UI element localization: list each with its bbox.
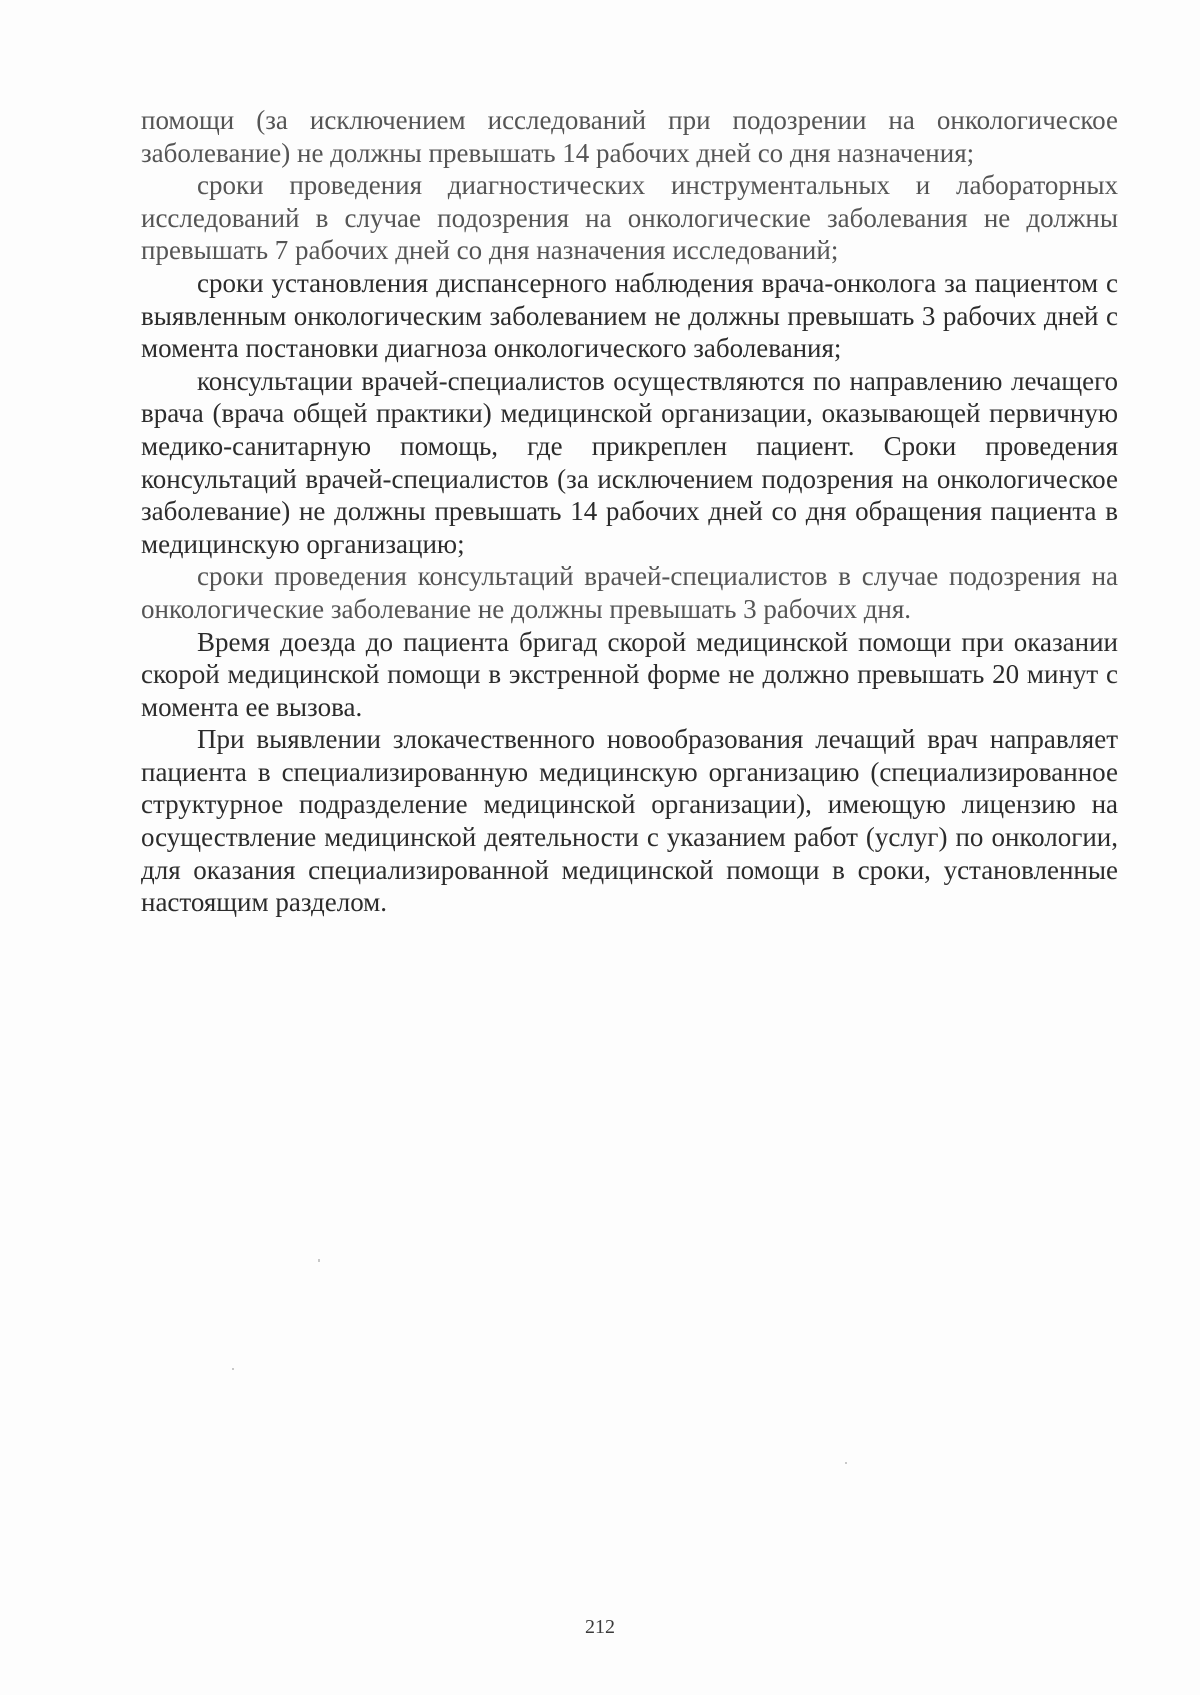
scan-speck: [318, 1259, 320, 1262]
scan-speck: [232, 1368, 234, 1370]
paragraph-oncology-consultations: сроки проведения консультаций врачей-специалистов в случае подозрения на онкологические заболевание не должны превышать 3 рабочих дня.: [141, 561, 1118, 624]
paragraph-dispensary-terms: сроки установления диспансерного наблюдения врача-онколога за пациентом с выявленным онкологическим заболеванием не должны превышать 3 рабочих дней с момента постановки диагноза онкологического заболевания;: [141, 267, 1118, 364]
paragraph-malignant-referral: При выявлении злокачественного новообразования лечащий врач направляет пациента в специализированную медицинскую организацию (специализированное структурное подразделение медицинской организации), имеющую лицензию на осуществление медицинской деятельности с указанием работ (услуг) по онкологии, для оказания специализированной медицинской помощи в сроки, установленные настоящим разделом.: [141, 724, 1118, 918]
scan-speck: [845, 1462, 847, 1464]
paragraph-ambulance-time: Время доезда до пациента бригад скорой медицинской помощи при оказании скорой медицинской помощи в экстренной форме не должно превышать 20 минут с момента ее вызова.: [141, 626, 1118, 722]
paragraph-continuation: помощи (за исключением исследований при подозрении на онкологическое заболевание) не должны превышать 14 рабочих дней со дня назначения;: [141, 105, 1118, 168]
document-body: [141, 104, 1118, 919]
page-number: 212: [585, 1616, 615, 1638]
paragraph-specialist-consultations: консультации врачей-специалистов осуществляются по направлению лечащего врача (врача общей практики) медицинской организации, оказывающей первичную медико-санитарную помощь, где прикреплен пациент. Сроки проведения консультаций врачей-специалистов (за исключением подозрения на онкологическое заболевание) не должны превышать 14 рабочих дней со дня обращения пациента в медицинскую организацию;: [141, 365, 1118, 559]
paragraph-diagnostic-terms: сроки проведения диагностических инструментальных и лабораторных исследований в случае подозрения на онкологические заболевания не должны превышать 7 рабочих дней со дня назначения исследований;: [141, 170, 1118, 266]
